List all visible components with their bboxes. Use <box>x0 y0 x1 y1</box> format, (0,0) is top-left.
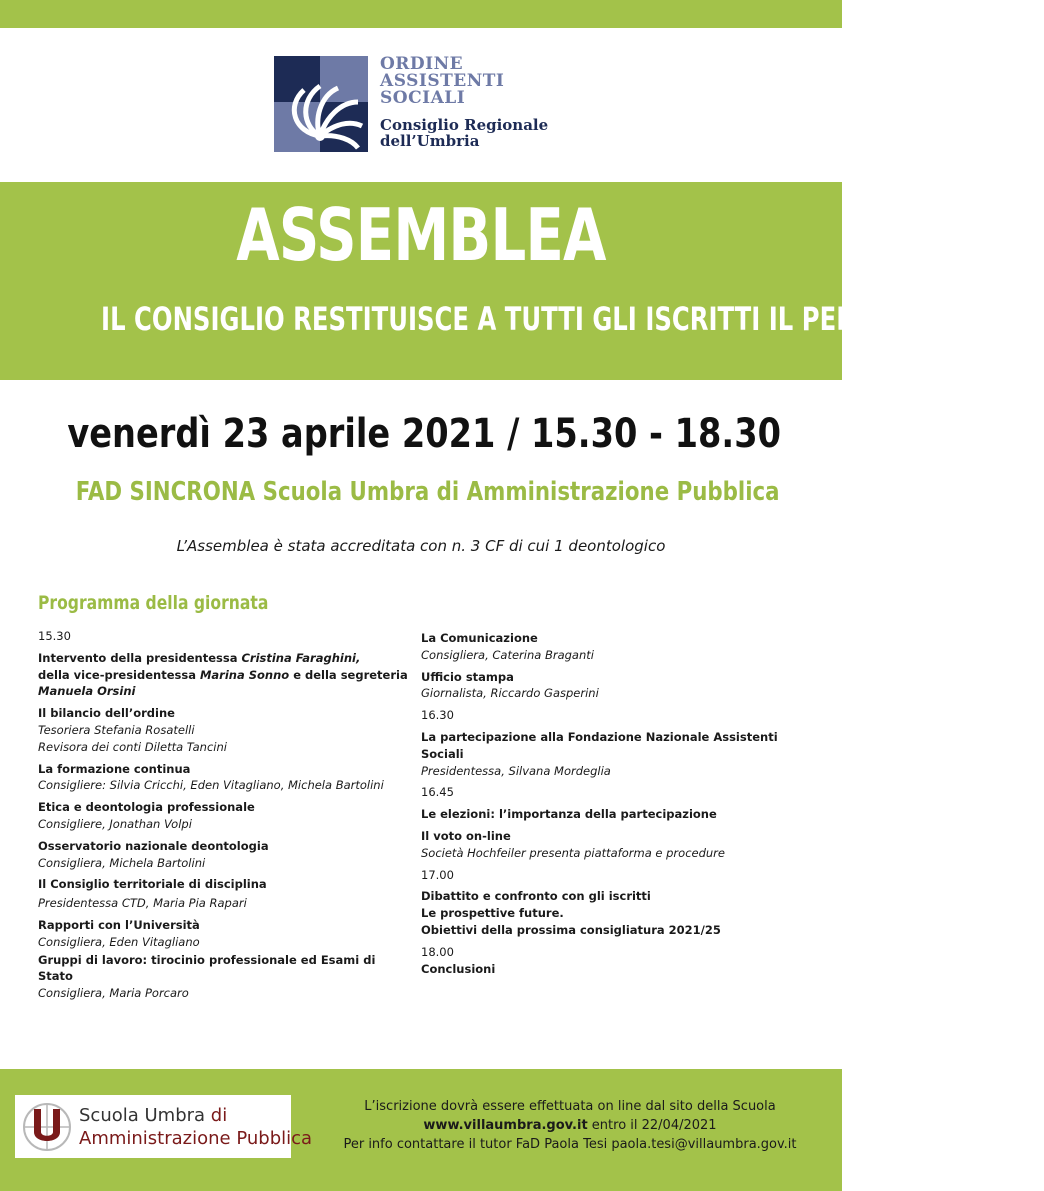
info-line1: L’iscrizione dovrà essere effettuata on line dal sito della Scuola <box>364 1099 776 1114</box>
program-item-title: Il voto on-line <box>421 828 511 843</box>
program-title: Programma della giornata <box>38 592 269 614</box>
program-left-column <box>38 628 408 1007</box>
school-name-line2: Amministrazione Pubblica <box>79 1128 313 1149</box>
intro-text: della vice-presidentessa <box>38 667 200 682</box>
program-item-title: Conclusioni <box>421 961 496 976</box>
program-item <box>38 799 408 833</box>
program-item <box>421 729 821 779</box>
program-item-title: Il bilancio dell’ordine <box>38 706 175 721</box>
program-item <box>421 961 821 978</box>
program-item <box>38 952 408 1002</box>
logo-org-line1: ORDINE <box>380 54 464 74</box>
program-item <box>421 806 821 823</box>
program-item-title: Le elezioni: l’importanza della partecipazione <box>421 807 717 822</box>
info-line2 <box>322 1116 818 1135</box>
school-emblem-icon <box>21 1100 73 1153</box>
program-item-title: Ufficio stampa <box>421 669 514 684</box>
page-title: ASSEMBLEA <box>236 193 606 277</box>
speaker-name: Marina Sonno <box>199 667 290 682</box>
program-item <box>38 761 408 795</box>
school-name-di: di <box>210 1105 228 1126</box>
program-item-speaker: Presidentessa, Silvana Mordeglia <box>421 763 611 778</box>
info-line3: Per info contattare il tutor FaD Paola Tesi paola.tesi@villaumbra.gov.it <box>343 1137 797 1152</box>
program-item-speaker: Tesoriera Stefania Rosatelli <box>38 722 195 737</box>
program-item-speaker: Presidentessa CTD, Maria Pia Rapari <box>38 896 247 911</box>
program-item-speaker: Consigliera, Eden Vitagliano <box>38 934 200 949</box>
intro-text: Intervento della presidentessa <box>38 650 242 665</box>
logo-org-line3: SOCIALI <box>380 88 466 108</box>
program-item <box>421 888 821 938</box>
logo-org-line2: ASSISTENTI <box>380 71 505 91</box>
program-item-title: Obiettivi della prossima consigliatura 2021/25 <box>421 922 721 937</box>
order-logo <box>274 56 604 156</box>
time-slot: 16.30 <box>421 708 454 723</box>
program-item-speaker: Consigliera, Michela Bartolini <box>38 855 206 870</box>
program-item-speaker: Consigliera, Maria Porcaro <box>38 986 189 1001</box>
program-item <box>421 669 821 703</box>
time-slot: 17.00 <box>421 867 454 882</box>
program-item-title: Osservatorio nazionale deontologia <box>38 838 269 853</box>
intro-text: e della segreteria <box>289 667 408 682</box>
speaker-name: Manuela Orsini <box>38 684 136 699</box>
time-slot: 16.45 <box>421 785 454 800</box>
program-item-title: Rapporti con l’Università <box>38 917 200 932</box>
program-item-speaker: Revisora dei conti Diletta Tancini <box>38 739 227 754</box>
program-item-speaker: Consigliere, Jonathan Volpi <box>38 816 192 831</box>
school-website-link[interactable]: www.villaumbra.gov.it <box>423 1118 588 1133</box>
program-item-title: Il Consiglio territoriale di disciplina <box>38 877 267 892</box>
title-banner <box>0 182 1044 380</box>
time-slot: 15.30 <box>38 629 71 643</box>
event-location: FAD SINCRONA Scuola Umbra di Amministrazione Pubblica <box>75 477 780 507</box>
program-item-title: Dibattito e confronto con gli iscritti <box>421 889 651 904</box>
shell-emblem-icon <box>274 56 368 152</box>
logo-region-line1: Consiglio Regionale <box>380 116 549 134</box>
program-item-title: Le prospettive future. <box>421 906 564 921</box>
program-item <box>38 705 408 755</box>
program-item <box>38 876 408 912</box>
program-item-speaker: Consigliera, Caterina Braganti <box>421 647 594 662</box>
info-deadline: entro il 22/04/2021 <box>587 1118 717 1133</box>
time-slot: 18.00 <box>421 944 454 959</box>
page-subtitle: IL CONSIGLIO RESTITUISCE A TUTTI GLI ISCRITTI IL PERCORSO FATTO <box>101 300 1044 338</box>
program-item <box>38 917 408 951</box>
event-date-time: venerdì 23 aprile 2021 / 15.30 - 18.30 <box>67 411 781 457</box>
program-item-speaker: Giornalista, Riccardo Gasperini <box>421 686 599 701</box>
school-name-line1 <box>79 1105 227 1126</box>
program-item-title: La Comunicazione <box>421 631 538 645</box>
program-item <box>421 630 821 664</box>
program-right-column <box>421 630 821 982</box>
program-item <box>38 838 408 872</box>
top-color-band <box>0 0 842 28</box>
program-item-title: La formazione continua <box>38 761 191 776</box>
order-logo-text <box>380 56 548 149</box>
event-credits: L’Assemblea è stata accreditata con n. 3 CF di cui 1 deontologico <box>176 537 666 555</box>
program-item-speaker: Consigliere: Silvia Cricchi, Eden Vitagliano, Michela Bartolini <box>38 778 384 793</box>
program-item-title: Gruppi di lavoro: tirocinio professionale ed Esami di Stato <box>38 952 376 984</box>
program-item-title: La partecipazione alla Fondazione Nazionale Assistenti Sociali <box>421 729 778 761</box>
school-logo <box>15 1095 313 1158</box>
speaker-name: Cristina Faraghini, <box>241 650 361 665</box>
program-item <box>421 828 821 862</box>
school-name-text: Scuola Umbra <box>79 1105 211 1126</box>
registration-info <box>322 1097 818 1154</box>
program-item-speaker: Società Hochfeiler presenta piattaforma e procedure <box>421 845 725 860</box>
program-item-title: Etica e deontologia professionale <box>38 800 255 815</box>
program-item-intro <box>38 650 408 700</box>
logo-region-line2: dell’Umbria <box>380 132 480 150</box>
